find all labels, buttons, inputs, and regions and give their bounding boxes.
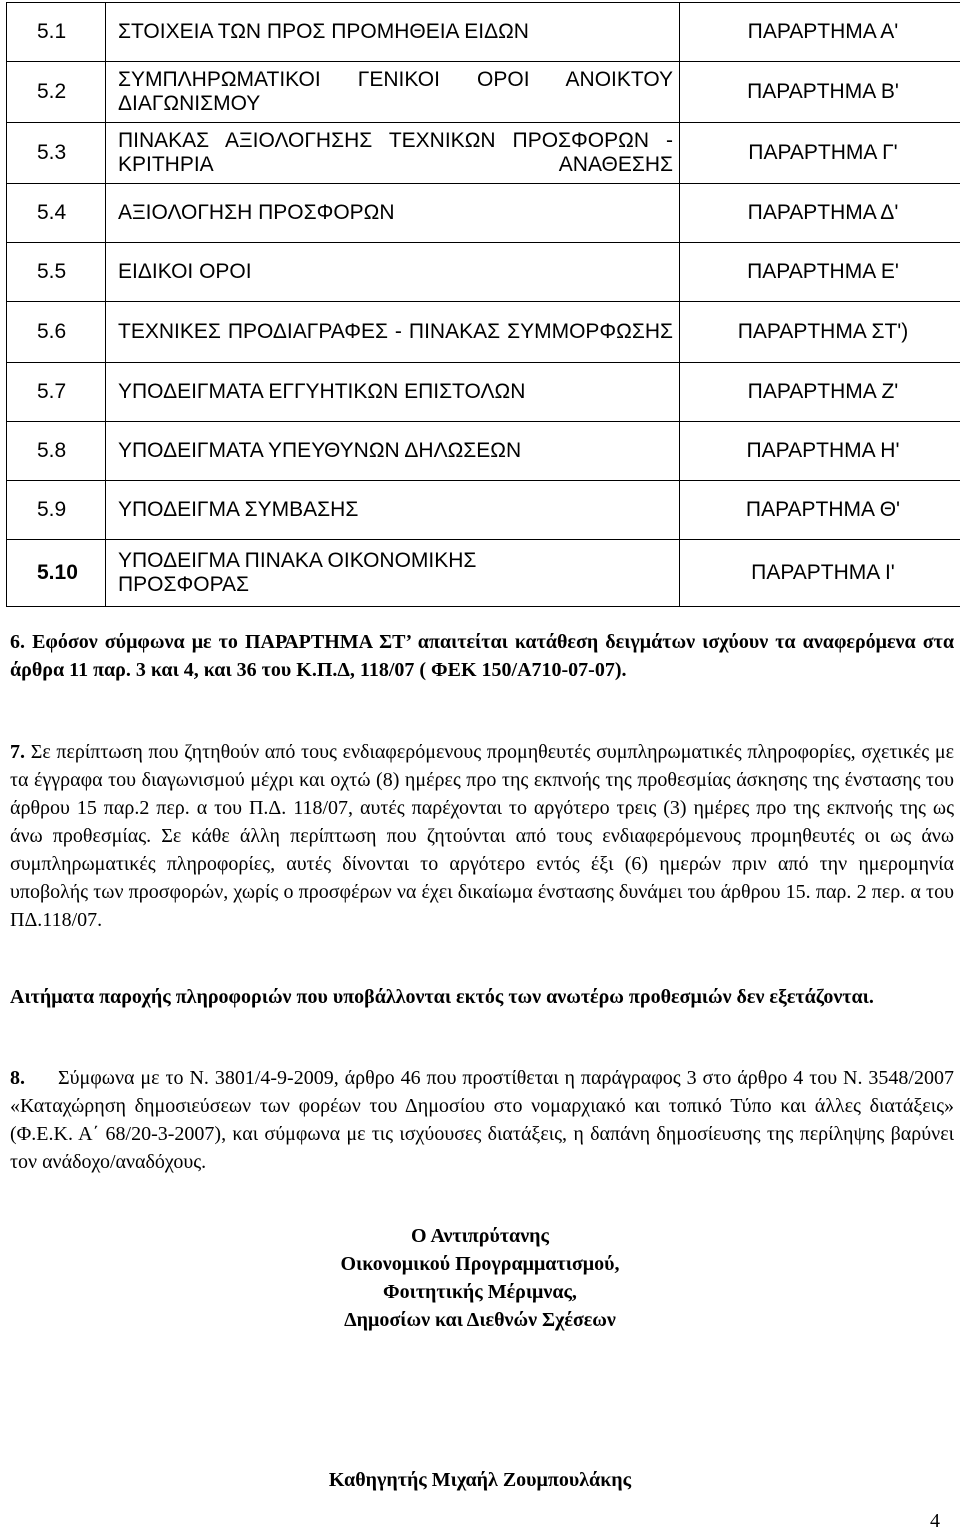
signature-line-4: Δημοσίων και Διεθνών Σχέσεων (344, 1309, 616, 1331)
row-annex-label: ΠΑΡΑΡΤΗΜΑ Θ' (745, 498, 901, 521)
row-title (106, 129, 679, 177)
table-row (7, 184, 960, 243)
signature-line-1: Ο Αντιπρύτανης (411, 1225, 549, 1247)
table-row (7, 302, 960, 363)
row-title (106, 320, 679, 344)
row-title-cell (106, 540, 680, 607)
row-number: 5.2 (37, 80, 67, 103)
row-annex-label: ΠΑΡΑΡΤΗΜΑ Α' (747, 20, 899, 43)
row-title-cell (106, 62, 680, 123)
row-number-cell (7, 481, 106, 540)
row-title: ΑΞΙΟΛΟΓΗΣΗ ΠΡΟΣΦΟΡΩΝ (118, 201, 395, 224)
row-annex-label: ΠΑΡΑΡΤΗΜΑ ΣΤ') (737, 320, 909, 343)
page-number: 4 (930, 1510, 940, 1532)
row-number: 5.9 (37, 498, 67, 521)
paragraph-7 (10, 738, 954, 934)
table-row (7, 540, 960, 607)
row-number-cell (7, 62, 106, 123)
paragraph-7-number: 7. (10, 741, 25, 763)
row-number-cell (7, 302, 106, 363)
row-title-cell (106, 123, 680, 184)
table-row (7, 422, 960, 481)
table-row (7, 62, 960, 123)
row-annex-label: ΠΑΡΑΡΤΗΜΑ Ε' (747, 260, 899, 283)
paragraph-8 (10, 1064, 954, 1176)
row-title-cell (106, 3, 680, 62)
row-title: ΥΠΟΔΕΙΓΜΑ ΣΥΜΒΑΣΗΣ (118, 498, 359, 521)
row-annex-label: ΠΑΡΑΡΤΗΜΑ Ζ' (747, 380, 899, 403)
row-title-cell (106, 481, 680, 540)
information-notice (10, 983, 954, 1011)
row-title: ΥΠΟΔΕΙΓΜΑΤΑ ΥΠΕΥΘΥΝΩΝ ΔΗΛΩΣΕΩΝ (118, 439, 522, 462)
table-row (7, 243, 960, 302)
row-annex-cell (680, 3, 960, 62)
table-row (7, 123, 960, 184)
row-annex-label: ΠΑΡΑΡΤΗΜΑ Γ' (748, 141, 898, 164)
row-title-text: ΣΥΜΠΛΗΡΩΜΑΤΙΚΟΙ ΓΕΝΙΚΟΙ ΟΡΟΙ ΑΝΟΙΚΤΟΥ ΔΙΑΓΩΝΙΣΜΟΥ (118, 68, 673, 115)
row-number-cell (7, 540, 106, 607)
row-number: 5.1 (37, 20, 67, 43)
row-number: 5.4 (37, 201, 67, 224)
row-annex-cell (680, 363, 960, 422)
row-number-cell (7, 3, 106, 62)
paragraph-7-text: Σε περίπτωση που ζητηθούν από τους ενδιαφερόμενους προμηθευτές συμπληρωματικές πληροφορίες, σχετικές με τα έγγραφα του διαγωνισμού μέχρι και οχτώ (8) ημέρες προ της εκπνοής της προθεσμίας άσκησης της ένστασης του άρθρου 15 παρ.2 περ. α του Π.Δ. 118/07, αυτές παρέχονται το αργότερο τρεις (3) ημέρες προ της εκπνοής της ως άνω προθεσμίας. Σε κάθε άλλη περίπτωση που ζητούνται από τους ενδιαφερόμενους προμηθευτές οι ως άνω συμπληρωματικές πληροφορίες, αυτές δίνονται το αργότερο εντός έξι (6) ημερών πριν από την ημερομηνία υποβολής των προσφορών, χωρίς ο προσφέρων να έχει δικαίωμα ένστασης δυνάμει του άρθρου 15. παρ. 2 περ. α του ΠΔ.118/07. (10, 741, 955, 931)
signer-name: Καθηγητής Μιχαήλ Ζουμπουλάκης (328, 1469, 632, 1491)
row-annex-cell (680, 302, 960, 363)
paragraph-8-text: Σύμφωνα με το Ν. 3801/4-9-2009, άρθρο 46 που προστίθεται η παράγραφος 3 στο άρθρο 4 του Ν. 3548/2007 «Καταχώρηση δημοσιεύσεων των φορέων του Δημοσίου στο νομαρχιακό και τοπικό Τύπο και άλλες διατάξεις» (Φ.Ε.Κ. Α΄ 68/20-3-2007), και σύμφωνα με τις ισχύουσες διατάξεις, η δαπάνη δημοσίευσης της περίληψης βαρύνει τον ανάδοχο/αναδόχους. (10, 1067, 954, 1173)
row-annex-label: ΠΑΡΑΡΤΗΜΑ Δ' (747, 201, 899, 224)
signature-line-3: Φοιτητικής Μέριμνας, (383, 1281, 577, 1303)
row-annex-cell (680, 62, 960, 123)
row-number: 5.6 (37, 320, 67, 343)
table-row (7, 3, 960, 62)
row-number: 5.10 (37, 561, 78, 584)
row-annex-cell (680, 123, 960, 184)
signature-line-2: Οικονομικού Προγραμματισμού, (340, 1253, 620, 1275)
row-title: ΥΠΟΔΕΙΓΜΑ ΠΙΝΑΚΑ ΟΙΚΟΝΟΜΙΚΗΣ ΠΡΟΣΦΟΡΑΣ (118, 549, 477, 596)
row-title: ΥΠΟΔΕΙΓΜΑΤΑ ΕΓΓΥΗΤΙΚΩΝ ΕΠΙΣΤΟΛΩΝ (118, 380, 526, 403)
row-title-cell (106, 363, 680, 422)
information-notice-text: Αιτήματα παροχής πληροφοριών που υποβάλλονται εκτός των ανωτέρω προθεσμιών δεν εξετάζονται. (10, 986, 874, 1008)
paragraph-8-number: 8. (10, 1067, 25, 1089)
row-title (106, 68, 679, 116)
row-annex-label: ΠΑΡΑΡΤΗΜΑ Η' (746, 439, 900, 462)
row-annex-label: ΠΑΡΑΡΤΗΜΑ Ι' (751, 561, 895, 584)
row-title-cell (106, 302, 680, 363)
row-annex-label: ΠΑΡΑΡΤΗΜΑ Β' (747, 80, 899, 103)
table-row (7, 363, 960, 422)
row-annex-cell (680, 422, 960, 481)
row-number: 5.3 (37, 141, 67, 164)
row-number: 5.7 (37, 380, 67, 403)
row-title-cell (106, 243, 680, 302)
row-title-cell (106, 184, 680, 243)
row-number-cell (7, 243, 106, 302)
row-annex-cell (680, 540, 960, 607)
row-number-cell (7, 184, 106, 243)
row-annex-cell (680, 184, 960, 243)
row-number: 5.5 (37, 260, 67, 283)
row-number-cell (7, 123, 106, 184)
paragraph-6 (10, 628, 954, 684)
annex-table (6, 2, 960, 607)
row-title-text: ΠΙΝΑΚΑΣ ΑΞΙΟΛΟΓΗΣΗΣ ΤΕΧΝΙΚΩΝ ΠΡΟΣΦΟΡΩΝ - ΚΡΙΤΗΡΙΑ ΑΝΑΘΕΣΗΣ (118, 129, 673, 176)
row-title: ΣΤΟΙΧΕΙΑ ΤΩΝ ΠΡΟΣ ΠΡΟΜΗΘΕΙΑ ΕΙΔΩΝ (118, 20, 529, 43)
row-title: ΕΙΔΙΚΟΙ ΟΡΟΙ (118, 260, 252, 283)
row-annex-cell (680, 481, 960, 540)
row-title-text: ΤΕΧΝΙΚΕΣ ΠΡΟΔΙΑΓΡΑΦΕΣ - ΠΙΝΑΚΑΣ ΣΥΜΜΟΡΦΩΣΗΣ (118, 320, 673, 343)
row-title-cell (106, 422, 680, 481)
paragraph-6-text: 6. Εφόσον σύμφωνα με το ΠΑΡΑΡΤΗΜΑ ΣΤ’ απαιτείται κατάθεση δειγμάτων ισχύουν τα αναφερόμενα στα άρθρα 11 παρ. 3 και 4, και 36 του Κ.Π.Δ, 118/07 ( ΦΕΚ 150/Α710-07-07). (10, 631, 954, 681)
row-number: 5.8 (37, 439, 67, 462)
row-number-cell (7, 422, 106, 481)
row-number-cell (7, 363, 106, 422)
row-annex-cell (680, 243, 960, 302)
table-row (7, 481, 960, 540)
signature-title-block (0, 1222, 960, 1334)
